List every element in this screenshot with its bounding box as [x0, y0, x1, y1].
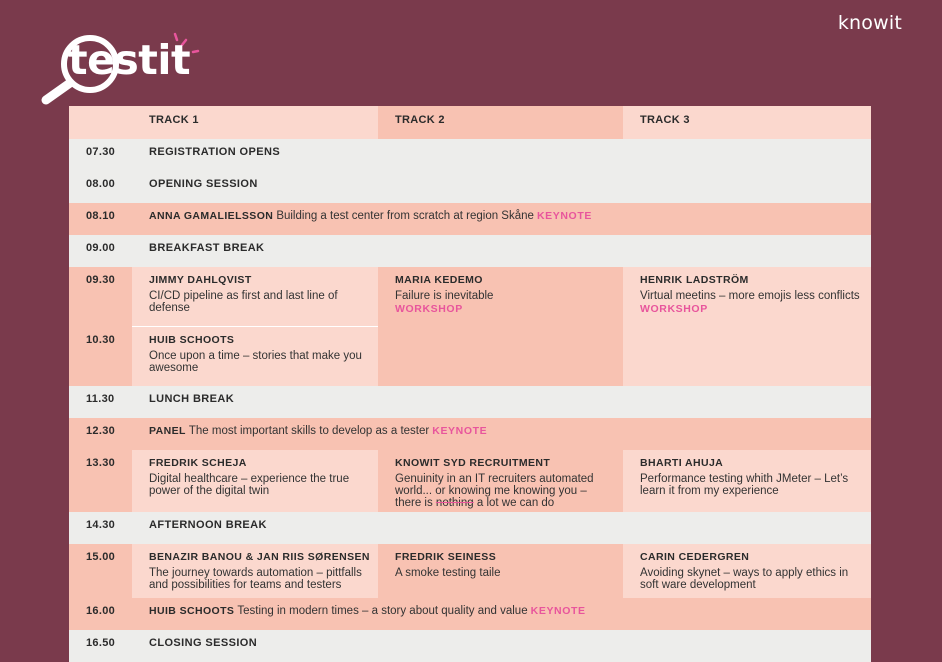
speaker-name: HUIB SCHOOTS — [149, 605, 235, 617]
speaker-name: PANEL — [149, 425, 186, 437]
speaker-name: KNOWIT SYD RECRUITMENT — [395, 457, 551, 469]
speaker-name: ANNA GAMALIELSSON — [149, 210, 274, 222]
talk-title: A smoke testing taile — [395, 567, 501, 579]
talk-title: Failure is inevitable — [395, 290, 494, 302]
session-title: AFTERNOON BREAK — [149, 519, 267, 531]
time-cell: 16.50 — [86, 637, 116, 649]
table-row — [69, 139, 871, 171]
speaker-name: MARIA KEDEMO — [395, 274, 483, 286]
keynote-cell — [132, 598, 871, 630]
talk-title: Performance testing whith JMeter – Let’s learn it from my experience — [640, 473, 849, 497]
time-cell: 08.10 — [86, 210, 116, 222]
header-track-2: TRACK 2 — [378, 106, 623, 139]
talk-title: Virtual meetins – more emojis less conflicts — [640, 290, 860, 302]
time-cell: 12.30 — [86, 425, 116, 437]
time-cell: 15.00 — [69, 544, 132, 598]
keynote-cell — [132, 418, 871, 450]
session-title: LUNCH BREAK — [149, 393, 235, 405]
brand-logo: knowit — [837, 12, 902, 34]
track-2-cell — [378, 544, 623, 598]
table-header-row — [69, 106, 871, 139]
time-cell: 10.30 — [69, 327, 132, 387]
table-row — [69, 386, 871, 418]
speaker-name: CARIN CEDERGREN — [640, 551, 750, 563]
header-track-1: TRACK 1 — [132, 106, 378, 139]
time-cell: 07.30 — [86, 146, 116, 158]
table-row — [69, 171, 871, 203]
track-2-cell — [378, 267, 623, 386]
talk-title: The most important skills to develop as a tester — [188, 425, 430, 437]
table-row — [69, 203, 871, 235]
keynote-tag: KEYNOTE — [530, 605, 586, 617]
talk-title-part: a lot we can do — [473, 497, 555, 509]
track-3-cell — [623, 544, 871, 598]
talk-title: Digital healthcare – experience the true power of the digital twin — [149, 473, 350, 497]
table-row — [69, 630, 871, 662]
talk-title: CI/CD pipeline as first and last line of defense — [149, 290, 338, 314]
speaker-name: BENAZIR BANOU & JAN RIIS SØRENSEN — [149, 551, 370, 563]
talk-title: Once upon a time – stories that make you awesome — [149, 350, 362, 374]
track-3-cell — [623, 450, 871, 512]
talk-title — [395, 473, 615, 509]
talk-title-part: Genuinity in an IT recruiters automated world... or knowing me knowing you – there is — [395, 473, 594, 509]
schedule-table — [69, 106, 871, 662]
testit-logo — [38, 26, 213, 108]
talk-title: The journey towards automation – pittfalls and possibilities for teams and testers — [149, 567, 362, 591]
keynote-tag: KEYNOTE — [432, 425, 488, 437]
header-track-3: TRACK 3 — [623, 106, 871, 139]
track-1-cell — [132, 544, 378, 598]
time-cell: 09.30 — [69, 267, 132, 327]
session-title: CLOSING SESSION — [149, 637, 258, 649]
session-title: REGISTRATION OPENS — [149, 146, 281, 158]
speaker-name: HENRIK LADSTRÖM — [640, 274, 749, 286]
table-row — [69, 450, 871, 512]
struck-word: nothing — [435, 497, 474, 509]
speaker-name: FREDRIK SCHEJA — [149, 457, 247, 469]
time-cell: 11.30 — [86, 393, 115, 405]
header-time — [69, 106, 132, 139]
track-1-cell — [132, 267, 378, 327]
keynote-tag: KEYNOTE — [536, 210, 592, 222]
workshop-tag: WORKSHOP — [640, 303, 708, 315]
time-cell: 14.30 — [86, 519, 116, 531]
track-2-cell — [378, 450, 623, 512]
talk-title: Testing in modern times – a story about quality and value — [237, 605, 528, 617]
table-row — [69, 512, 871, 544]
talk-title: Avoiding skynet – ways to apply ethics in soft ware development — [640, 567, 849, 591]
track-3-cell — [623, 267, 871, 386]
speaker-name: JIMMY DAHLQVIST — [149, 274, 252, 286]
speaker-name: FREDRIK SEINESS — [395, 551, 497, 563]
table-row — [69, 418, 871, 450]
keynote-cell — [132, 203, 871, 235]
time-cell: 09.00 — [86, 242, 116, 254]
table-row — [69, 235, 871, 267]
logo-wordmark: testit — [68, 36, 191, 84]
workshop-tag: WORKSHOP — [395, 303, 463, 315]
track-1-cell — [132, 327, 378, 387]
speaker-name: HUIB SCHOOTS — [149, 334, 235, 346]
talk-title: Building a test center from scratch at region Skåne — [276, 210, 534, 222]
time-cell: 08.00 — [86, 178, 116, 190]
speaker-name: BHARTI AHUJA — [640, 457, 724, 469]
session-title: BREAKFAST BREAK — [149, 242, 265, 254]
table-row — [69, 544, 871, 598]
track-1-cell — [132, 450, 378, 512]
table-row — [69, 598, 871, 630]
time-cell: 13.30 — [69, 450, 132, 512]
session-title: OPENING SESSION — [149, 178, 258, 190]
time-cell: 16.00 — [86, 605, 116, 617]
table-row — [69, 267, 871, 327]
